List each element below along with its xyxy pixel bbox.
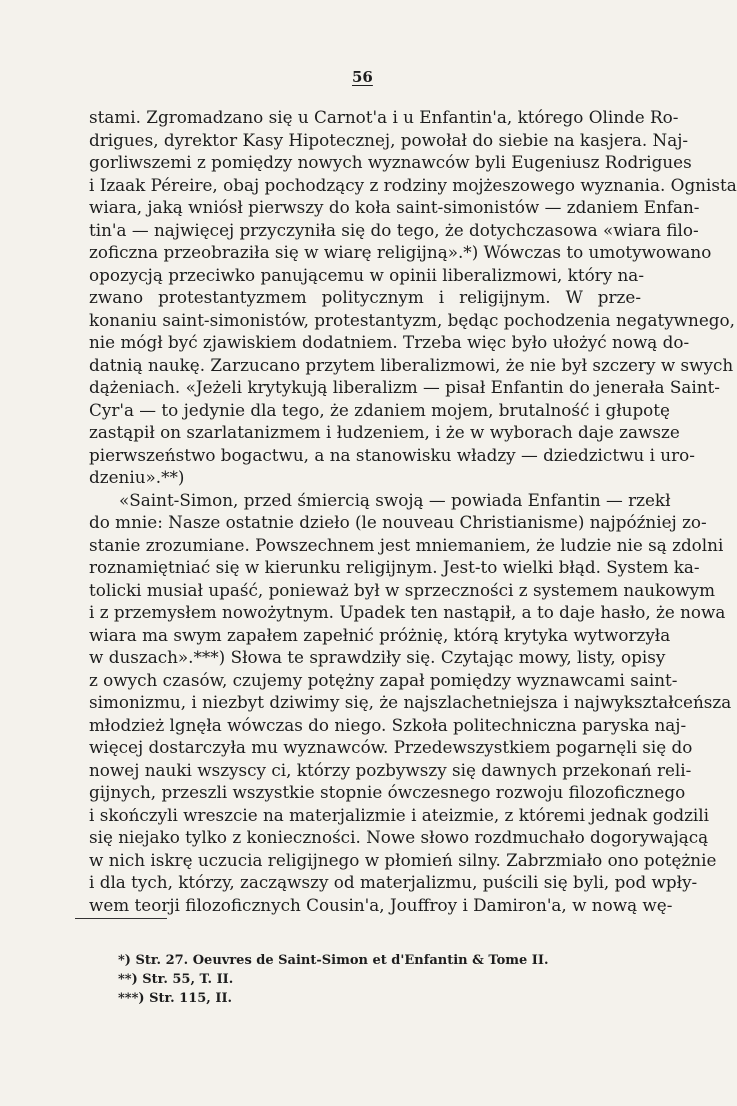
text-line: wiara ma swym zapałem zapełnić próżnię, którą krytyka wytworzyła — [89, 624, 671, 645]
text-line: w nich iskrę uczucia religijnego w płomień silny. Zabrzmiało ono potężnie — [89, 849, 717, 870]
footnote-divider — [75, 918, 167, 919]
text-line: zwano protestantyzmem politycznym i religijnym. W prze- — [89, 287, 641, 307]
text-line: i skończyli wreszcie na materjalizmie i ateizmie, z któremi jednak godzili — [89, 804, 710, 825]
text-line: i dla tych, którzy, zacząwszy od materjalizmu, puścili się byli, pod wpły- — [89, 872, 698, 892]
text-line: pierwszeństwo bogactwu, a na stanowisku władzy — dziedzictwu i uro- — [89, 444, 695, 465]
text-line: drigues, dyrektor Kasy Hipotecznej, powołał do siebie na kasjera. Naj- — [89, 129, 689, 150]
text-line: «Saint-Simon, przed śmiercią swoją — powiada Enfantin — rzekł — [119, 489, 671, 510]
text-line: gijnych, przeszli wszystkie stopnie ówczesnego rozwoju filozoficznego — [89, 782, 686, 802]
text-line: nie mógł być zjawiskiem dodatniem. Trzeba więc było ułożyć nową do- — [89, 332, 690, 352]
text-line: nowej nauki wszyscy ci, którzy pozbywszy się dawnych przekonań reli- — [89, 759, 692, 780]
text-line: opozycją przeciwko panującemu w opinii liberalizmowi, który na- — [89, 264, 644, 285]
text-line: i z przemysłem nowożytnym. Upadek ten nastąpił, a to daje hasło, że nowa — [89, 602, 726, 622]
text-line: i Izaak Péreire, obaj pochodzący z rodziny mojżeszowego wyznania. Ognista — [89, 174, 737, 195]
text-line: wem teorji filozoficznych Cousin'a, Jouffroy i Damiron'a, w nową wę- — [89, 894, 673, 915]
text-line: gorliwszemi z pomiędzy nowych wyznawców byli Eugeniusz Rodrigues — [89, 152, 692, 172]
text-line: wiara, jaką wniósł pierwszy do koła saint-simonistów — zdaniem Enfan- — [89, 197, 700, 217]
text-line: zastąpił on szarlatanizmem i łudzeniem, i że w wyborach daje zawsze — [89, 422, 680, 442]
text-line: Cyr'a — to jedynie dla tego, że zdaniem mojem, brutalność i głupotę — [89, 399, 670, 420]
text-line: simonizmu, i niezbyt dziwimy się, że najszlachetniejsza i najwykształceńsza — [89, 692, 732, 712]
footnote: *) Str. 27. Oeuvres de Saint-Simon et d'Enfantin & Tome II. — [118, 953, 549, 968]
text-line: młodzież lgnęła wówczas do niego. Szkoła politechniczna paryska naj- — [89, 714, 687, 735]
text-line: się niejako tylko z konieczności. Nowe słowo rozdmuchało dogorywającą — [89, 827, 709, 847]
text-line: w duszach».***) Słowa te sprawdziły się. Czytając mowy, listy, opisy — [89, 647, 666, 667]
text-line: dążeniach. «Jeżeli krytykują liberalizm — pisał Enfantin do jenerała Saint- — [89, 377, 720, 397]
text-line: konaniu saint-simonistów, protestantyzm, będąc pochodzenia negatywnego, — [89, 309, 735, 330]
footnote: **) Str. 55, T. II. — [118, 972, 234, 987]
page-number: 56 — [352, 68, 373, 86]
text-line: więcej dostarczyła mu wyznawców. Przedewszystkiem pogarnęli się do — [89, 737, 693, 757]
text-line: do mnie: Nasze ostatnie dzieło (le nouveau Christianisme) najpóźniej zo- — [89, 512, 707, 532]
text-line: zoficzna przeobraziła się w wiarę religijną».*) Wówczas to umotywowano — [89, 242, 712, 262]
text-line: stanie zrozumiane. Powszechnem jest mniemaniem, że ludzie nie są zdolni — [89, 534, 724, 555]
text-line: z owych czasów, czujemy potężny zapał pomiędzy wyznawcami saint- — [89, 669, 678, 690]
text-line: tolicki musiał upaść, ponieważ był w sprzeczności z systemem naukowym — [89, 579, 716, 600]
text-line: tin'a — najwięcej przyczyniła się do tego, że dotychczasowa «wiara filo- — [89, 219, 699, 240]
text-line: stami. Zgromadzano się u Carnot'a i u Enfantin'a, którego Olinde Ro- — [89, 107, 679, 127]
text-line: roznamiętniać się w kierunku religijnym. Jest-to wielki błąd. System ka- — [89, 557, 700, 577]
text-line: dzeniu».**) — [89, 467, 185, 487]
footnote: ***) Str. 115, II. — [118, 991, 233, 1006]
text-line: datnią naukę. Zarzucano przytem liberalizmowi, że nie był szczery w swych — [89, 354, 734, 375]
